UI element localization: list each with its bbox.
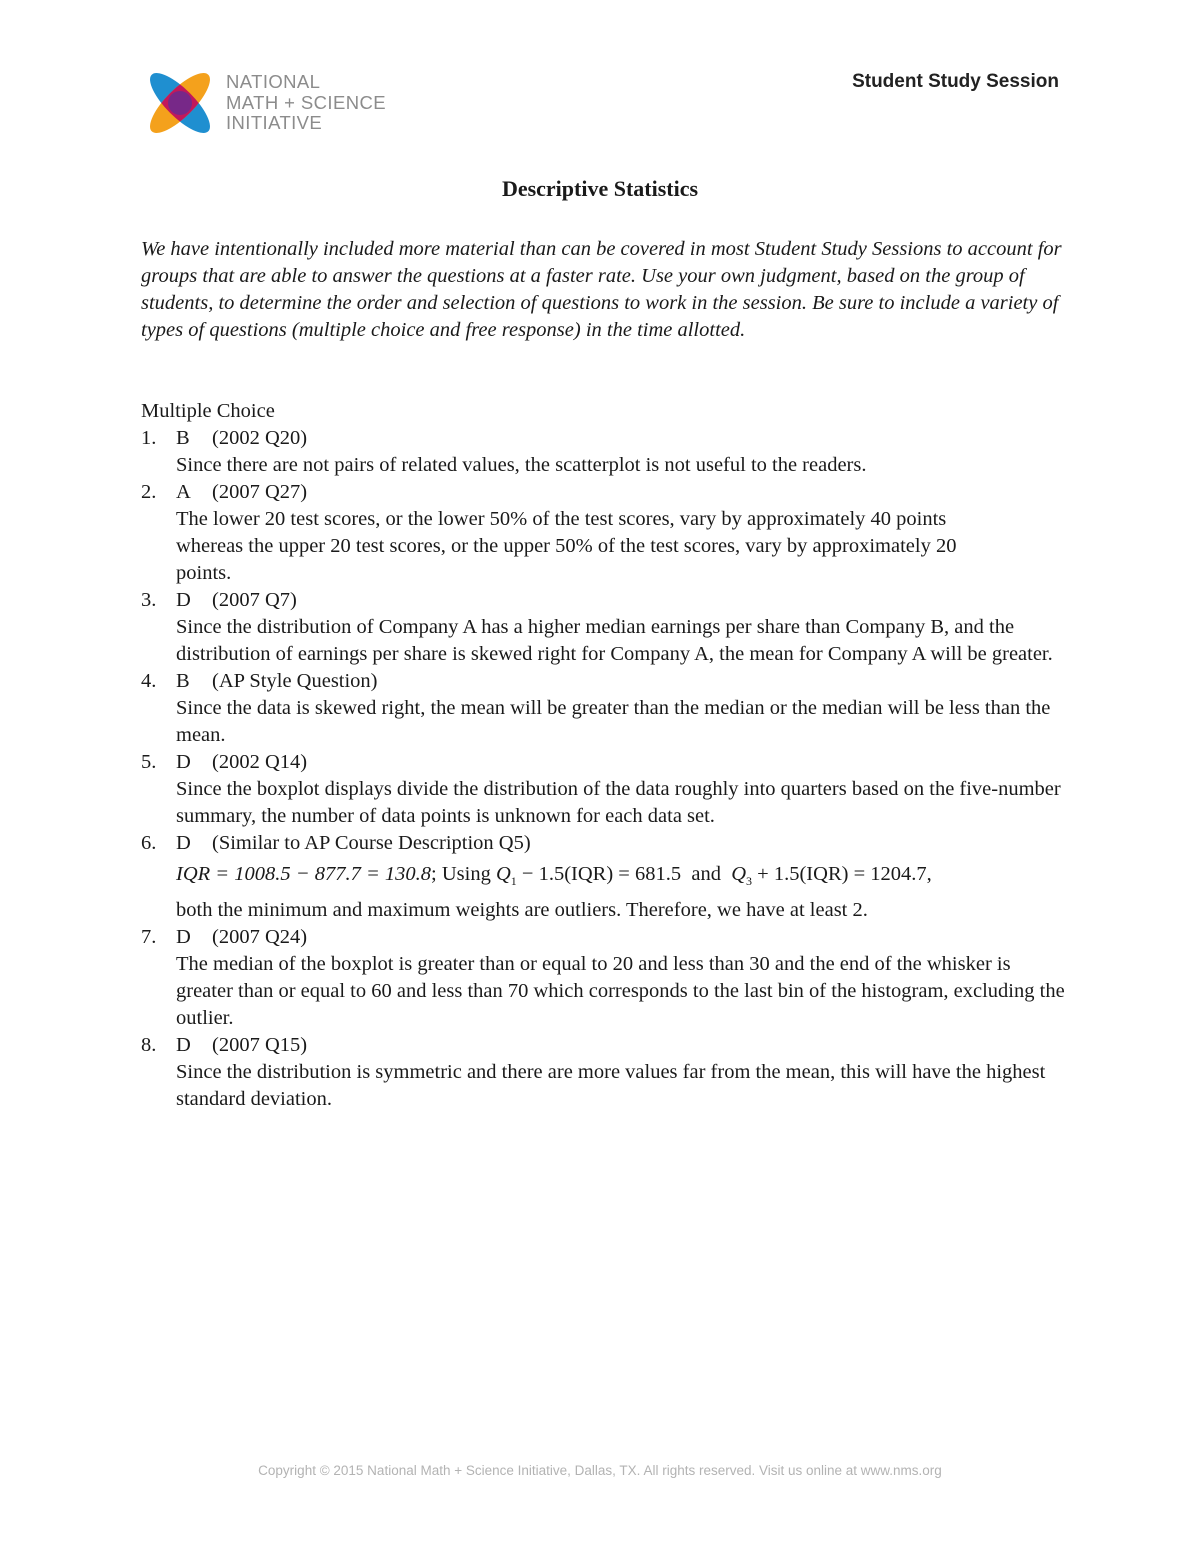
logo-line-1: NATIONAL [226, 71, 321, 92]
item-number: 4. [141, 670, 157, 692]
answer-item [141, 924, 1071, 1032]
answer-source: (2007 Q15) [212, 1034, 308, 1057]
answer-source: (2007 Q27) [212, 481, 308, 503]
answer-letter: D [176, 1034, 191, 1057]
answer-list [141, 425, 1071, 1113]
eq-high-fence: + 1.5(IQR) = 1204.7 [757, 863, 927, 885]
eq-end: , [926, 863, 932, 885]
answer-item [141, 668, 1071, 749]
answer-letter: D [176, 926, 191, 949]
answer-explanation: Since there are not pairs of related values, the scatterplot is not useful to the readers. [176, 454, 867, 476]
answer-source: (AP Style Question) [212, 670, 378, 692]
logo-line-2: MATH + SCIENCE [226, 91, 386, 113]
answer-item [141, 749, 1071, 830]
answer-source: (2002 Q20) [212, 427, 308, 449]
section-heading: Multiple Choice [141, 400, 275, 422]
item-number: 6. [141, 832, 157, 854]
item-number: 5. [141, 751, 157, 773]
page-title: Descriptive Statistics [501, 176, 699, 201]
answer-letter: D [176, 832, 191, 854]
item-number: 7. [141, 926, 157, 949]
answer-source: (2007 Q7) [212, 589, 297, 611]
logo-line-3: INITIATIVE [226, 112, 323, 133]
eq-low-fence: − 1.5(IQR) = 681.5 [521, 863, 682, 885]
copyright-footer: Copyright © 2015 National Math + Science Initiative, Dallas, TX. All rights reserved. Visit us online at www.nms.org [258, 1463, 942, 1478]
answer-letter: B [176, 427, 190, 449]
answer-source: (2007 Q24) [212, 926, 308, 949]
answer-explanation: The lower 20 test scores, or the lower 50% of the test scores, vary by approximately 40 points whereas the upper 20 test scores, or the upper 50% of the test scores, vary by approximately 20 points. [176, 508, 957, 584]
answer-explanation: The median of the boxplot is greater than or equal to 20 and less than 30 and the end of the whisker is greater than or equal to 60 and less than 70 which corresponds to the last bin of the histogram, excluding the outlier. [176, 953, 1065, 1030]
item-number: 3. [141, 589, 157, 611]
answer-explanation: both the minimum and maximum weights are outliers. Therefore, we have at least 2. [176, 899, 868, 922]
logo-wordmark [226, 72, 386, 134]
answer-explanation: Since the data is skewed right, the mean will be greater than the median or the median will be less than the mean. [176, 697, 1051, 746]
nmsi-logo-mark [147, 70, 213, 136]
answer-item [141, 425, 1071, 479]
answer-explanation: Since the distribution is symmetric and there are more values far from the mean, this will have the highest standard deviation. [176, 1061, 1046, 1111]
item-number: 2. [141, 481, 157, 503]
eq-iqr: IQR = 1008.5 − 877.7 = 130.8 [176, 863, 432, 885]
item-number: 8. [141, 1034, 157, 1057]
multiple-choice-section [141, 398, 1071, 1113]
item-number: 1. [141, 427, 157, 449]
answer-source: (Similar to AP Course Description Q5) [212, 832, 531, 854]
answer-letter: B [176, 670, 190, 692]
answer-source: (2002 Q14) [212, 751, 308, 773]
eq-and: and [691, 863, 721, 885]
nmsi-logo [147, 70, 392, 136]
answer-item [141, 830, 1071, 924]
answer-letter: D [176, 751, 191, 773]
answer-letter: D [176, 589, 191, 611]
session-label: Student Study Session [852, 71, 1059, 92]
answer-item [141, 587, 1071, 668]
answer-item [141, 479, 1071, 587]
answer-explanation: Since the distribution of Company A has a higher median earnings per share than Company B, and the distribution of earnings per share is skewed right for Company A, the mean for Company A will be greater. [176, 616, 1053, 665]
answer-letter: A [176, 481, 191, 503]
iqr-equation: IQR = 1008.5 − 877.7 = 130.8; Using $Q_1 - 1.5(IQR) = 681.5$ and $Q_3 + 1.5(IQR) = 1204.7$, [176, 863, 932, 889]
answer-item [141, 1032, 1071, 1113]
intro-paragraph: We have intentionally included more material than can be covered in most Student Study Sessions to account for groups that are able to answer the questions at a faster rate. Use your own judgment, based on the group of students, to determine the order and selection of questions to work in the session. Be sure to include a variety of types of questions (multiple choice and free response) in the time allotted. [141, 238, 1062, 341]
eq-using: ; Using [431, 863, 491, 885]
answer-explanation: Since the boxplot displays divide the distribution of the data roughly into quarters based on the five-number summary, the number of data points is unknown for each data set. [176, 778, 1061, 827]
